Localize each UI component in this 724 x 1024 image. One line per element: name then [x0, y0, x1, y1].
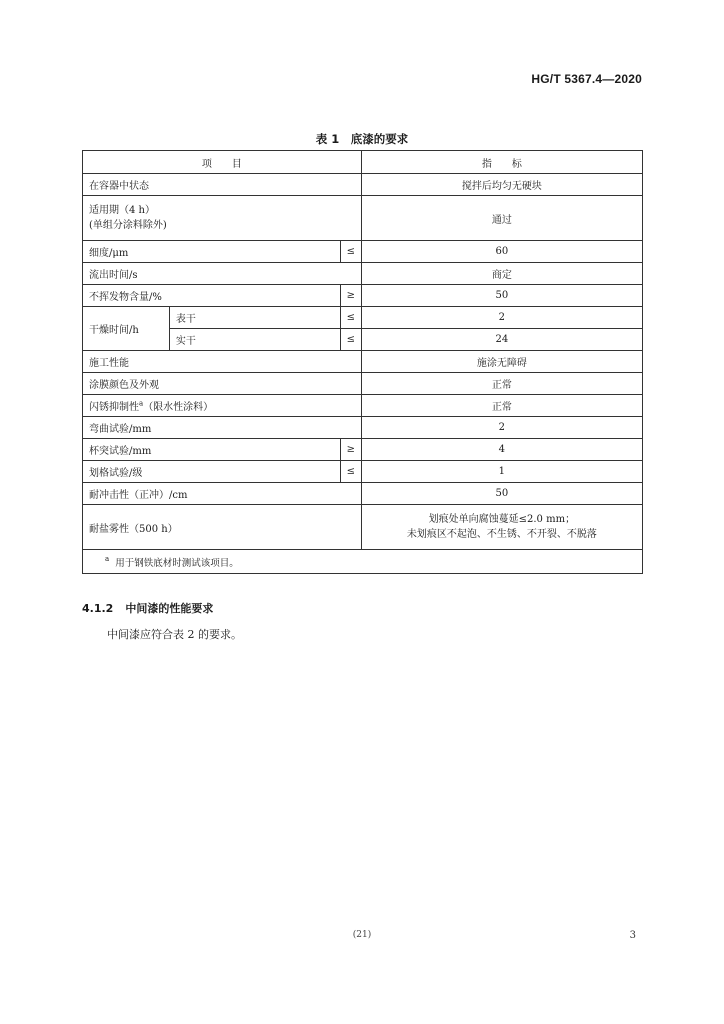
row-value: 50 [361, 483, 642, 505]
page-number: 3 [629, 930, 636, 941]
row-value: 4 [361, 439, 642, 461]
row-item: 在容器中状态 [83, 174, 362, 196]
footnote-text: 用于钢铁底材时测试该项目。 [115, 557, 239, 569]
row-relation: ≥ [340, 439, 361, 461]
table-row [83, 196, 643, 241]
table-footnote-row [83, 550, 643, 574]
row-item: 耐冲击性（正冲）/cm [83, 483, 362, 505]
row-value: 商定 [361, 263, 642, 285]
table-row [83, 373, 643, 395]
row-relation: ≤ [340, 329, 361, 351]
table-row [83, 263, 643, 285]
row-subitem: 实干 [169, 329, 340, 351]
row-item: 干燥时间/h [83, 307, 170, 351]
row-value: 24 [361, 329, 642, 351]
row-value-line2: 未划痕区不起泡、不生锈、不开裂、不脱落 [406, 529, 597, 540]
table-row [83, 505, 643, 550]
row-item [83, 395, 362, 417]
section-title: 中间漆的性能要求 [125, 602, 214, 615]
row-item: 不挥发物含量/% [83, 285, 341, 307]
table-row [83, 351, 643, 373]
table-row [83, 439, 643, 461]
row-item: 弯曲试验/mm [83, 417, 362, 439]
row-value: 施涂无障碍 [361, 351, 642, 373]
table-row [83, 241, 643, 263]
row-value: 50 [361, 285, 642, 307]
row-item-line2: (单组分涂料除外) [89, 220, 167, 231]
row-item: 划格试验/级 [83, 461, 341, 483]
section-body: 中间漆应符合表 2 的要求。 [107, 628, 242, 641]
table-row [83, 285, 643, 307]
section-heading [82, 600, 213, 616]
row-item: 涂膜颜色及外观 [83, 373, 362, 395]
row-relation: ≤ [340, 241, 361, 263]
row-value [361, 505, 642, 550]
table-row [83, 395, 643, 417]
table-row [83, 417, 643, 439]
table-header-row [83, 151, 643, 174]
row-item: 细度/μm [83, 241, 341, 263]
section-number: 4.1.2 [82, 602, 114, 615]
row-relation: ≤ [340, 307, 361, 329]
row-item: 耐盐雾性（500 h） [83, 505, 362, 550]
header-value: 指 标 [361, 151, 642, 174]
row-relation: ≤ [340, 461, 361, 483]
table-row [83, 174, 643, 196]
row-value: 正常 [361, 395, 642, 417]
row-item: 流出时间/s [83, 263, 362, 285]
row-value: 搅拌后均匀无硬块 [361, 174, 642, 196]
row-value: 2 [361, 417, 642, 439]
table-title: 表 1 底漆的要求 [315, 132, 409, 146]
row-item: 施工性能 [83, 351, 362, 373]
row-relation: ≥ [340, 285, 361, 307]
row-value: 通过 [361, 196, 642, 241]
row-item-qualifier: （限水性涂料） [143, 402, 214, 413]
footnote-mark: a [105, 555, 110, 564]
table-row [83, 461, 643, 483]
footnote-ref: a [139, 399, 144, 408]
row-value: 60 [361, 241, 642, 263]
row-value: 正常 [361, 373, 642, 395]
row-value-line1: 划痕处单向腐蚀蔓延≤2.0 mm； [428, 514, 576, 525]
row-item-text: 闪锈抑制性 [89, 402, 139, 413]
row-item [83, 196, 362, 241]
table-row [83, 483, 643, 505]
page-number-center: (21) [352, 930, 372, 940]
table-footnote [83, 550, 643, 574]
row-item-line1: 适用期（4 h） [89, 205, 155, 216]
row-value: 1 [361, 461, 642, 483]
table-row [83, 307, 643, 329]
row-value: 2 [361, 307, 642, 329]
standard-code: HG/T 5367.4—2020 [531, 72, 642, 86]
row-subitem: 表干 [169, 307, 340, 329]
row-item: 杯突试验/mm [83, 439, 341, 461]
requirements-table [82, 150, 643, 574]
header-item: 项 目 [83, 151, 362, 174]
